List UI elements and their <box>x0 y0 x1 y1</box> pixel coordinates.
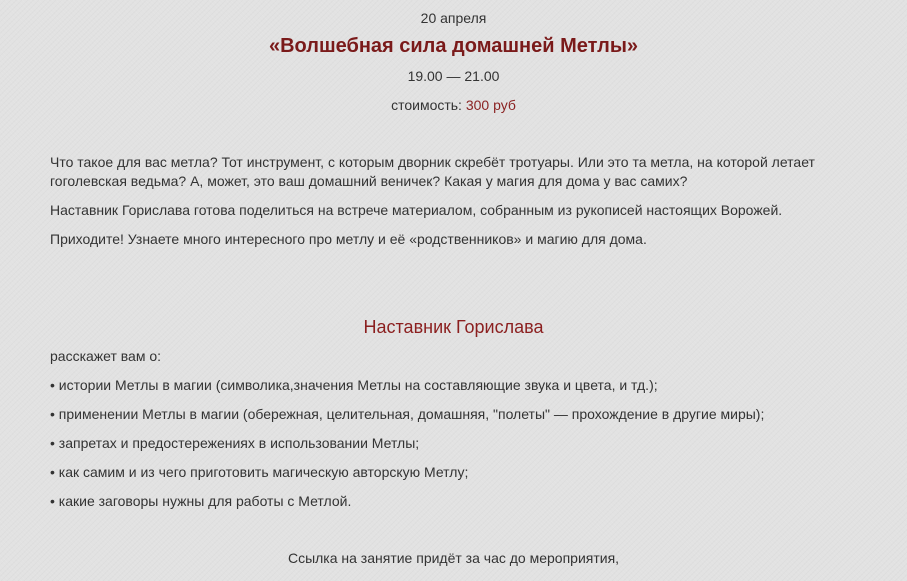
list-item: • применении Метлы в магии (обережная, целительная, домашняя, "полеты" — прохождение в другие миры); <box>50 406 765 422</box>
price-label: стоимость: <box>391 97 462 113</box>
event-date: 20 апреля <box>420 10 487 26</box>
description-paragraph: Что такое для вас метла? Тот инструмент, с которым дворник скребёт тротуары. Или это та метла, на которой летает гоголевская ведьма? А, может, это ваш домашний веничек? Какая у магия для дома у вас самих? <box>50 154 815 189</box>
event-description <box>50 153 840 259</box>
topics-list <box>50 347 850 521</box>
price-value: 300 руб <box>465 97 516 113</box>
list-item: • истории Метлы в магии (символика,значения Метлы на составляющие звука и цвета, и тд.); <box>50 377 658 393</box>
event-time: 19.00 — 21.00 <box>407 68 500 84</box>
description-paragraph: Приходите! Узнаете много интересного про метлу и её «родственников» и магию для дома. <box>50 231 647 247</box>
event-title: «Волшебная сила домашней Метлы» <box>268 35 639 57</box>
list-item: • как самим и из чего приготовить магическую авторскую Метлу; <box>50 464 469 480</box>
topics-lead: расскажет вам о: <box>50 348 162 364</box>
event-price <box>0 97 907 113</box>
link-notice: Ссылка на занятие придёт за час до мероприятия, <box>287 550 620 566</box>
description-paragraph: Наставник Горислава готова поделиться на встрече материалом, собранным из рукописей настоящих Ворожей. <box>50 202 783 218</box>
mentor-heading: Наставник Горислава <box>363 317 544 337</box>
list-item: • какие заговоры нужны для работы с Метлой. <box>50 493 352 509</box>
list-item: • запретах и предостережениях в использовании Метлы; <box>50 435 420 451</box>
